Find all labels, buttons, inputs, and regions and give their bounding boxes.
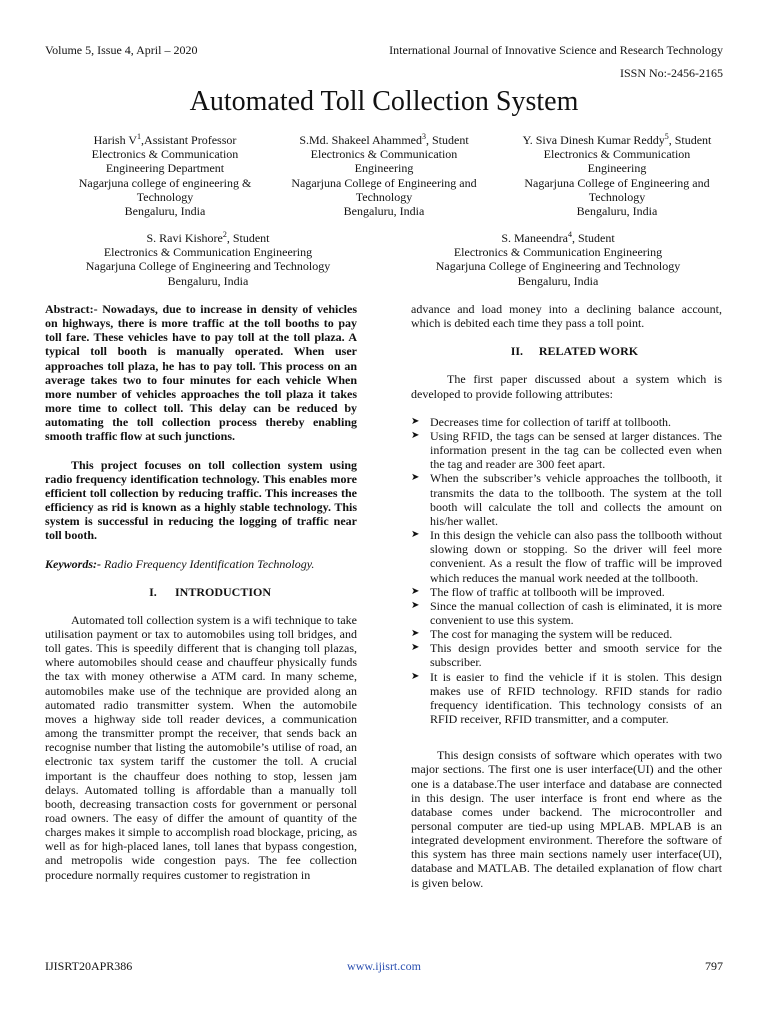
author-affiliation: Electronics & Communication <box>310 147 458 162</box>
left-column <box>45 302 357 882</box>
paper-title: Automated Toll Collection System <box>189 86 579 117</box>
author-affiliation: Technology <box>355 189 413 204</box>
section-number: I. <box>149 584 157 599</box>
author-affiliation: Bengaluru, India <box>517 273 599 288</box>
author-sup: 2 <box>222 230 227 239</box>
author-affiliation: Nagarjuna College of Engineering and Technology <box>435 259 681 274</box>
list-item: ➤ The flow of traffic at tollbooth will be improved. <box>411 584 665 599</box>
arrow-bullet-icon: ➤ <box>411 628 420 640</box>
author-affiliation: Electronics & Communication <box>543 147 691 162</box>
arrow-bullet-icon: ➤ <box>411 670 420 682</box>
author-affiliation: Engineering <box>587 161 647 176</box>
author-affiliation: Bengaluru, India <box>167 273 249 288</box>
author-affiliation: Engineering Department <box>105 161 225 176</box>
list-item: ➤ In this design the vehicle can also pass the tollbooth without slowing down or stopping. So the driver will feel more convenient. As a result the flow of traffic will be improved which reduces the manual work needed at the tollbooth. <box>411 528 722 585</box>
volume-info: Volume 5, Issue 4, April – 2020 <box>45 43 198 57</box>
design-paragraph: This design consists of software which operates with two major sections. The first one is user interface(UI) and the other one is a database.The user interface and database are connected in this design. The user interface is front end where as the database comes under backend. The microcontroller and personal computer are tied-up using MPLAB. MPLAB is an integrated development environment. Therefore the software of this system has three main sections namely user interface(UI), database and MATLAB. The detailed explanation of flow chart is given below. <box>411 748 722 890</box>
list-item: ➤ The cost for managing the system will be reduced. <box>411 627 673 642</box>
list-item: ➤ When the subscriber’s vehicle approaches the tollbooth, it transmits the data to the tollbooth. The system at the toll booth will calculate the toll and collects the amount on his/her wallet. <box>411 471 722 528</box>
author-sup: 4 <box>567 230 572 239</box>
section-heading-related-work <box>411 344 722 358</box>
arrow-bullet-icon: ➤ <box>411 472 420 484</box>
author-affiliation: Electronics & Communication Engineering <box>453 245 663 260</box>
arrow-bullet-icon: ➤ <box>411 415 420 427</box>
abstract-paragraph-2: This project focuses on toll collection system using radio frequency identification technology. This enables more efficient toll collection by reducing traffic. This increases the efficiency as rid is known as a highly stable technology. This system is successful in reducing the logging of traffic near toll booth. <box>45 457 357 543</box>
author-affiliation: Nagarjuna College of Engineering and Technology <box>85 259 331 274</box>
author-affiliation: Nagarjuna college of engineering & <box>78 175 252 190</box>
section-title: INTRODUCTION <box>174 584 271 599</box>
author-affiliation: Nagarjuna College of Engineering and <box>291 175 477 190</box>
author-affiliation: Bengaluru, India <box>576 204 658 219</box>
author-block-2 <box>58 231 358 288</box>
author-block-1 <box>45 133 285 218</box>
author-sup: 1 <box>137 132 142 141</box>
section-title: RELATED WORK <box>538 344 639 359</box>
list-item: ➤ Decreases time for collection of tariff at tollbooth. <box>411 414 672 429</box>
section-heading-introduction <box>45 585 357 599</box>
list-item: ➤ It is easier to find the vehicle if it is stolen. This design makes use of RFID technology. RFID stands for radio frequency identification. This technology consists of an RFID receiver, RFID transmitter, and a computer. <box>411 669 722 727</box>
section-number: II. <box>510 344 524 359</box>
list-item: ➤ Using RFID, the tags can be sensed at larger distances. The information present in the tag can be collected even when the tag and reader are 300 feet apart. <box>411 428 722 472</box>
author-name: Harish V <box>93 133 138 147</box>
author-sup: 3 <box>421 132 426 141</box>
arrow-bullet-icon: ➤ <box>411 642 420 654</box>
arrow-bullet-icon: ➤ <box>411 599 420 611</box>
arrow-bullet-icon: ➤ <box>411 585 420 597</box>
author-role: , Student <box>425 133 469 147</box>
author-affiliation: Technology <box>588 189 646 204</box>
author-block-3 <box>264 133 504 218</box>
journal-url-link[interactable]: www.ijisrt.com <box>347 959 421 973</box>
author-role: ,Assistant Professor <box>141 133 237 147</box>
author-affiliation: Bengaluru, India <box>343 204 425 219</box>
right-column <box>411 302 722 890</box>
list-item: ➤ Since the manual collection of cash is eliminated, it is more convenient to use this system. <box>411 598 722 627</box>
arrow-bullet-icon: ➤ <box>411 529 420 541</box>
issn: ISSN No:-2456-2165 <box>619 66 723 80</box>
attribute-list <box>411 415 722 726</box>
introduction-paragraph: Automated toll collection system is a wifi technique to take utilisation payment or tax to automobiles using toll bridges, and toll gates. This is speedily different that is changing toll plazas, where automobiles should cease and chauffeur physically funds the tax with money otherwise a ATM card. In many scheme, automobiles make use of the technique are provided along an automated radio transmitter system. When the automobile moves a highway side toll reader devices, a communication among the transmitter prompt the receiver, that sends back an recognise number that listing the automobile’s utilise of road, an electronic tax system tariff the customer the toll. A crucial important is the chauffeur does nothing to stop, lessen jam delays. Automated tolling is affordable than a manually toll booth, decreasing transaction costs for government or personal road owners. The easy of differ the amount of quantity of the charges makes it simple to accomplish road blockage, pricing, as well as for high-placed lanes, toll lanes that bypass congestion, and metropolis wide congestion pays. The fee collection procedure normally requires customer to registration in <box>45 612 357 882</box>
arrow-bullet-icon: ➤ <box>411 429 420 441</box>
list-item: ➤ This design provides better and smooth service for the subscriber. <box>411 641 722 670</box>
author-role: , Student <box>226 231 270 245</box>
author-affiliation: Electronics & Communication Engineering <box>103 245 313 260</box>
author-block-5 <box>497 133 737 218</box>
author-affiliation: Technology <box>136 189 194 204</box>
author-name: S.Md. Shakeel Ahammed <box>299 133 422 147</box>
keywords-text: Radio Frequency Identification Technology. <box>104 556 315 571</box>
author-role: , Student <box>571 231 615 245</box>
author-block-4 <box>408 231 708 288</box>
continuation-paragraph: advance and load money into a declining balance account, which is debited each time they pass a toll point. <box>411 302 722 331</box>
author-name: S. Maneendra <box>501 231 568 245</box>
author-role: , Student <box>668 133 712 147</box>
author-name: S. Ravi Kishore <box>146 231 223 245</box>
author-affiliation: Engineering <box>354 161 414 176</box>
related-work-intro: The first paper discussed about a system which is developed to provide following attributes: <box>411 372 722 401</box>
keywords-label: Keywords:- <box>45 556 101 571</box>
abstract-paragraph-1: Abstract:- Nowadays, due to increase in density of vehicles on highways, there is more traffic at the toll booths to pay toll fare. These vehicles have to pay toll at the toll plaza. A typical toll booth is manually operated. When user approaches toll plaza, he has to pay toll. This process on an average takes two to four minutes for each vehicle When more number of vehicles approaches the toll plaza it takes more time to collect toll. This delay can be reduced by automating the toll collection process thereby enabling smooth traffic flow at such junctions. <box>45 302 357 444</box>
keywords-line <box>45 557 357 571</box>
author-sup: 5 <box>664 132 669 141</box>
paper-code: IJISRT20APR386 <box>45 959 133 973</box>
author-affiliation: Nagarjuna College of Engineering and <box>524 175 710 190</box>
author-affiliation: Bengaluru, India <box>124 204 206 219</box>
author-affiliation: Electronics & Communication <box>91 147 239 162</box>
page-number: 797 <box>705 959 723 973</box>
journal-name: International Journal of Innovative Science and Research Technology <box>389 43 723 57</box>
author-name: Y. Siva Dinesh Kumar Reddy <box>522 133 665 147</box>
